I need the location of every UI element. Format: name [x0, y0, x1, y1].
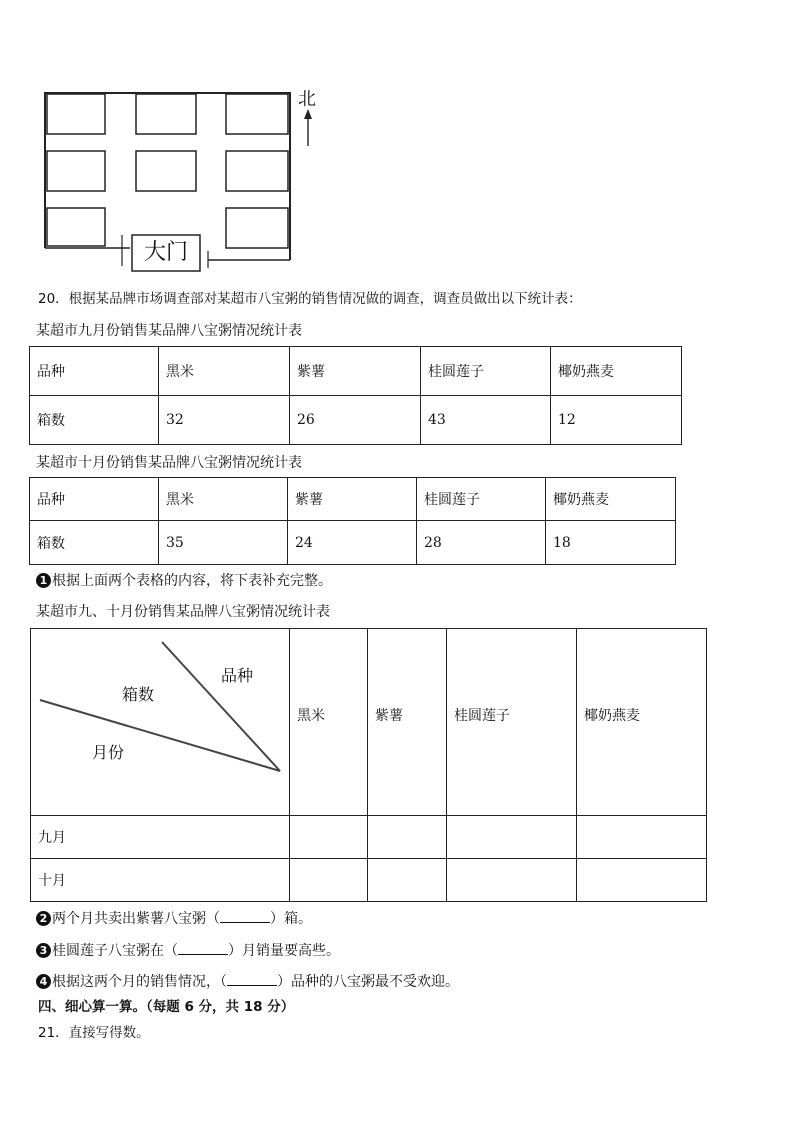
combined-table [30, 628, 707, 902]
oct-data-row [30, 521, 676, 565]
combined-header-cell: 紫薯 [368, 629, 447, 816]
question-21: 21．直接写得数。 [38, 1025, 150, 1041]
diagonal-lines [31, 629, 290, 816]
combined-row-label: 九月 [31, 816, 290, 859]
sep-header-cell: 黑米 [159, 347, 290, 396]
oct-value-cell: 24 [288, 521, 417, 565]
answer-cell[interactable] [368, 859, 447, 902]
answer-blank[interactable] [178, 940, 228, 955]
answer-cell[interactable] [368, 816, 447, 859]
combined-header-cell: 黑米 [290, 629, 368, 816]
map-north-label: 北 [298, 89, 316, 110]
oct-value-cell: 35 [159, 521, 288, 565]
sep-value-cell: 32 [159, 396, 290, 445]
sep-value-cell: 43 [421, 396, 551, 445]
subq-marker-4: 4 [36, 974, 51, 989]
map-building [226, 94, 288, 134]
oct-row-label: 箱数 [30, 521, 159, 565]
subq-1-text: 根据上面两个表格的内容，将下表补充完整。 [52, 573, 332, 589]
combined-table-title: 某超市九、十月份销售某品牌八宝粥情况统计表 [36, 604, 330, 620]
answer-cell[interactable] [577, 859, 707, 902]
answer-cell[interactable] [447, 816, 577, 859]
oct-value-cell: 18 [546, 521, 676, 565]
oct-header-cell: 紫薯 [288, 478, 417, 521]
answer-cell[interactable] [290, 859, 368, 902]
answer-cell[interactable] [577, 816, 707, 859]
map-building [47, 208, 105, 246]
subq-marker-2: 2 [36, 911, 51, 926]
diag-label-month: 月份 [92, 743, 125, 762]
sep-header-row [30, 347, 682, 396]
sep-row-label: 箱数 [30, 396, 159, 445]
subq-1 [36, 572, 332, 590]
subq-4-before: 根据这两个月的销售情况，（ [52, 974, 227, 990]
subq-4-after: ）品种的八宝粥最不受欢迎。 [277, 974, 459, 990]
sep-value-cell: 26 [290, 396, 421, 445]
diagonal-line-month [40, 700, 280, 771]
diag-label-boxes: 箱数 [122, 685, 155, 704]
map-building [136, 94, 196, 134]
diagonal-line-variety [162, 642, 280, 771]
subq-marker-3: 3 [36, 943, 51, 958]
sep-header-cell: 紫薯 [290, 347, 421, 396]
answer-blank[interactable] [220, 908, 270, 923]
section-4-heading: 四、细心算一算。（每题 6 分，共 18 分） [38, 999, 295, 1015]
subq-4 [36, 971, 459, 991]
subq-3-before: 桂圆莲子八宝粥在（ [52, 943, 178, 959]
sep-data-row [30, 396, 682, 445]
map-building [47, 94, 105, 134]
sep-header-cell: 桂圆莲子 [421, 347, 551, 396]
sep-table-title: 某超市九月份销售某品牌八宝粥情况统计表 [36, 323, 302, 339]
sep-header-cell: 品种 [30, 347, 159, 396]
answer-cell[interactable] [290, 816, 368, 859]
map-building [226, 208, 288, 248]
map-building [136, 151, 196, 191]
subq-2-after: ）箱。 [270, 911, 312, 927]
combined-row-label: 十月 [31, 859, 290, 902]
subq-2-before: 两个月共卖出紫薯八宝粥（ [52, 911, 220, 927]
oct-header-cell: 品种 [30, 478, 159, 521]
map-gate-label: 大门 [143, 240, 188, 265]
answer-cell[interactable] [447, 859, 577, 902]
combined-header-cell: 椰奶燕麦 [577, 629, 707, 816]
oct-value-cell: 28 [417, 521, 546, 565]
combined-row-sep [31, 816, 707, 859]
question-20-intro: 20．根据某品牌市场调查部对某超市八宝粥的销售情况做的调查，调查员做出以下统计表： [38, 291, 582, 307]
oct-header-cell: 桂圆莲子 [417, 478, 546, 521]
sep-value-cell: 12 [551, 396, 682, 445]
answer-blank[interactable] [227, 971, 277, 986]
subq-3-after: ）月销量要高些。 [228, 943, 340, 959]
diagonal-header-cell [31, 629, 290, 816]
combined-header-row [31, 629, 707, 816]
combined-header-cell: 桂圆莲子 [447, 629, 577, 816]
oct-table-title: 某超市十月份销售某品牌八宝粥情况统计表 [36, 455, 302, 471]
sep-header-cell: 椰奶燕麦 [551, 347, 682, 396]
campus-map [40, 88, 340, 278]
oct-header-cell: 椰奶燕麦 [546, 478, 676, 521]
subq-3 [36, 940, 340, 960]
map-building [47, 151, 105, 191]
oct-header-row [30, 478, 676, 521]
diag-label-variety: 品种 [221, 666, 254, 685]
subq-marker-1: 1 [36, 573, 51, 588]
subq-2 [36, 908, 312, 928]
sep-table [29, 346, 682, 445]
combined-row-oct [31, 859, 707, 902]
oct-table [29, 477, 676, 565]
oct-header-cell: 黑米 [159, 478, 288, 521]
map-building [226, 151, 288, 191]
